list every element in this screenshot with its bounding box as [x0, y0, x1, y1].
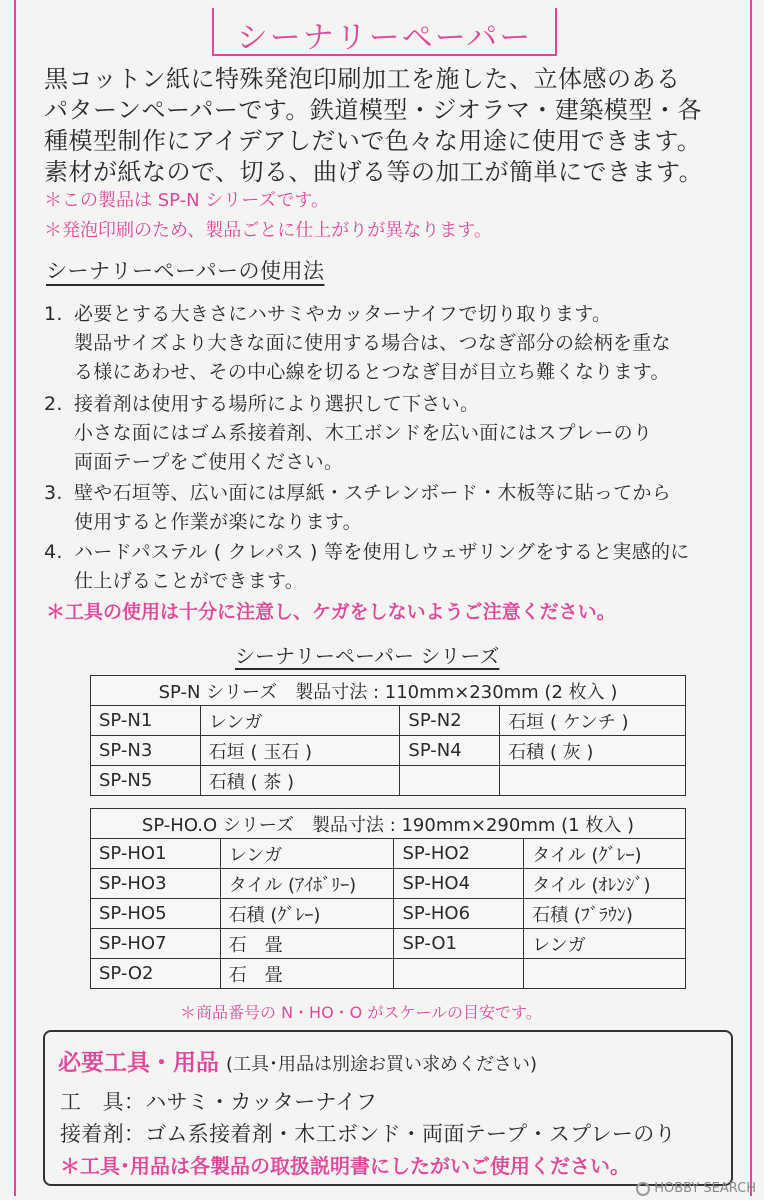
step-1 [44, 300, 671, 387]
step-3 [44, 479, 671, 537]
step-number: 3. [44, 482, 63, 504]
step-line: 必要とする大きさにハサミやカッターナイフで切り取ります。 [74, 303, 612, 325]
tools-warning: ＊工具･用品は各製品の取扱説明書にしたがいご使用ください。 [60, 1154, 630, 1178]
product-code: SP-HO3 [91, 869, 221, 899]
step-line: 使用すると作業が楽になります。 [74, 511, 362, 533]
scale-note: ＊商品番号の N・HO・O がスケールの目安です。 [180, 1003, 542, 1022]
tool-warning: ＊工具の使用は十分に注意し、ケガをしないようご注意ください。 [46, 601, 616, 623]
product-code: SP-HO6 [394, 899, 524, 929]
empty-cell [500, 766, 686, 796]
product-name: タイル (ｵﾚﾝｼﾞ) [524, 869, 686, 899]
product-name: 石垣 ( ケンチ ) [500, 706, 686, 736]
product-name: 石 畳 [220, 929, 394, 959]
table-row [91, 766, 686, 796]
table-header: SP-N シリーズ 製品寸法 : 110mm×230mm (2 枚入 ) [91, 676, 686, 706]
step-number: 4. [44, 541, 63, 563]
table-row [91, 839, 686, 869]
empty-cell [400, 766, 500, 796]
product-name: レンガ [524, 929, 686, 959]
product-code: SP-N2 [400, 706, 500, 736]
intro-line: 種模型制作にアイデアしだいで色々な用途に使用できます。 [44, 127, 702, 155]
product-code: SP-N3 [91, 736, 201, 766]
table-row [91, 899, 686, 929]
intro-line: 黒コットン紙に特殊発泡印刷加工を施した、立体感のある [44, 65, 681, 93]
product-name: 石 畳 [220, 959, 394, 989]
product-code: SP-N1 [91, 706, 201, 736]
step-number: 2. [44, 393, 63, 415]
product-code: SP-HO2 [394, 839, 524, 869]
step-line: る様にあわせ、その中心線を切るとつなぎ目が目立ち難くなります。 [74, 361, 670, 383]
watermark [636, 1181, 756, 1196]
tools-subtitle: (工具･用品は別途お買い求めください) [226, 1054, 538, 1075]
step-line: 仕上げることができます。 [74, 570, 305, 592]
table-row [91, 869, 686, 899]
product-name: タイル (ｱｲﾎﾞﾘｰ) [220, 869, 394, 899]
table-row [91, 959, 686, 989]
watermark-text: HOBBY SEARCH [654, 1181, 756, 1196]
intro-line: パターンペーパーです。鉄道模型・ジオラマ・建築模型・各 [44, 96, 702, 124]
empty-cell [394, 959, 524, 989]
sp-n-table [90, 675, 686, 796]
product-name: 石積 (ﾌﾞﾗｳﾝ) [524, 899, 686, 929]
step-4 [44, 538, 690, 596]
product-code: SP-HO5 [91, 899, 221, 929]
product-name: レンガ [220, 839, 394, 869]
sp-ho-table [90, 808, 686, 989]
series-title: シーナリーペーパー シリーズ [235, 644, 500, 668]
intro-text [44, 64, 703, 188]
adhesive-line: 接着剤：ゴム系接着剤・木工ボンド・両面テープ・スプレーのり [60, 1122, 676, 1146]
product-name: 石積 ( 灰 ) [500, 736, 686, 766]
product-code: SP-O2 [91, 959, 221, 989]
page-title: シーナリーペーパー [236, 20, 533, 56]
step-line: ハードパステル ( クレパス ) 等を使用しウェザリングをすると実感的に [74, 541, 690, 563]
empty-cell [524, 959, 686, 989]
product-code: SP-O1 [394, 929, 524, 959]
series-note: ＊この製品は SP-N シリーズです。 [44, 190, 329, 211]
hobby-search-logo-icon [636, 1182, 650, 1196]
product-name: 石積 ( 茶 ) [200, 766, 400, 796]
usage-heading: シーナリーペーパーの使用法 [46, 259, 325, 283]
step-number: 1. [44, 303, 63, 325]
intro-line: 素材が紙なので、切る、曲げる等の加工が簡単にできます。 [44, 158, 704, 186]
product-code: SP-N5 [91, 766, 201, 796]
tools-title: 必要工具・用品 [58, 1050, 219, 1076]
table-row [91, 706, 686, 736]
step-line: 製品サイズより大きな面に使用する場合は、つなぎ部分の絵柄を重な [74, 332, 671, 354]
product-name: タイル (ｸﾞﾚｰ) [524, 839, 686, 869]
table-header: SP-HO.O シリーズ 製品寸法 : 190mm×290mm (1 枚入 ) [91, 809, 686, 839]
step-line: 小さな面にはゴム系接着剤、木工ボンドを広い面にはスプレーのり [74, 422, 653, 444]
product-name: 石垣 ( 玉石 ) [200, 736, 400, 766]
product-code: SP-HO4 [394, 869, 524, 899]
product-code: SP-HO7 [91, 929, 221, 959]
finish-note: ＊発泡印刷のため、製品ごとに仕上がりが異なります。 [44, 220, 492, 241]
step-line: 両面テープをご使用ください。 [74, 451, 344, 473]
product-name: 石積 (ｸﾞﾚｰ) [220, 899, 394, 929]
product-code: SP-HO1 [91, 839, 221, 869]
product-name: レンガ [200, 706, 400, 736]
product-code: SP-N4 [400, 736, 500, 766]
table-row [91, 929, 686, 959]
step-2 [44, 390, 652, 477]
table-row [91, 736, 686, 766]
tools-heading [58, 1044, 537, 1077]
step-line: 壁や石垣等、広い面には厚紙・スチレンボード・木板等に貼ってから [74, 482, 672, 504]
tools-line: 工 具：ハサミ・カッターナイフ [60, 1090, 378, 1114]
step-line: 接着剤は使用する場所により選択して下さい。 [74, 393, 480, 415]
